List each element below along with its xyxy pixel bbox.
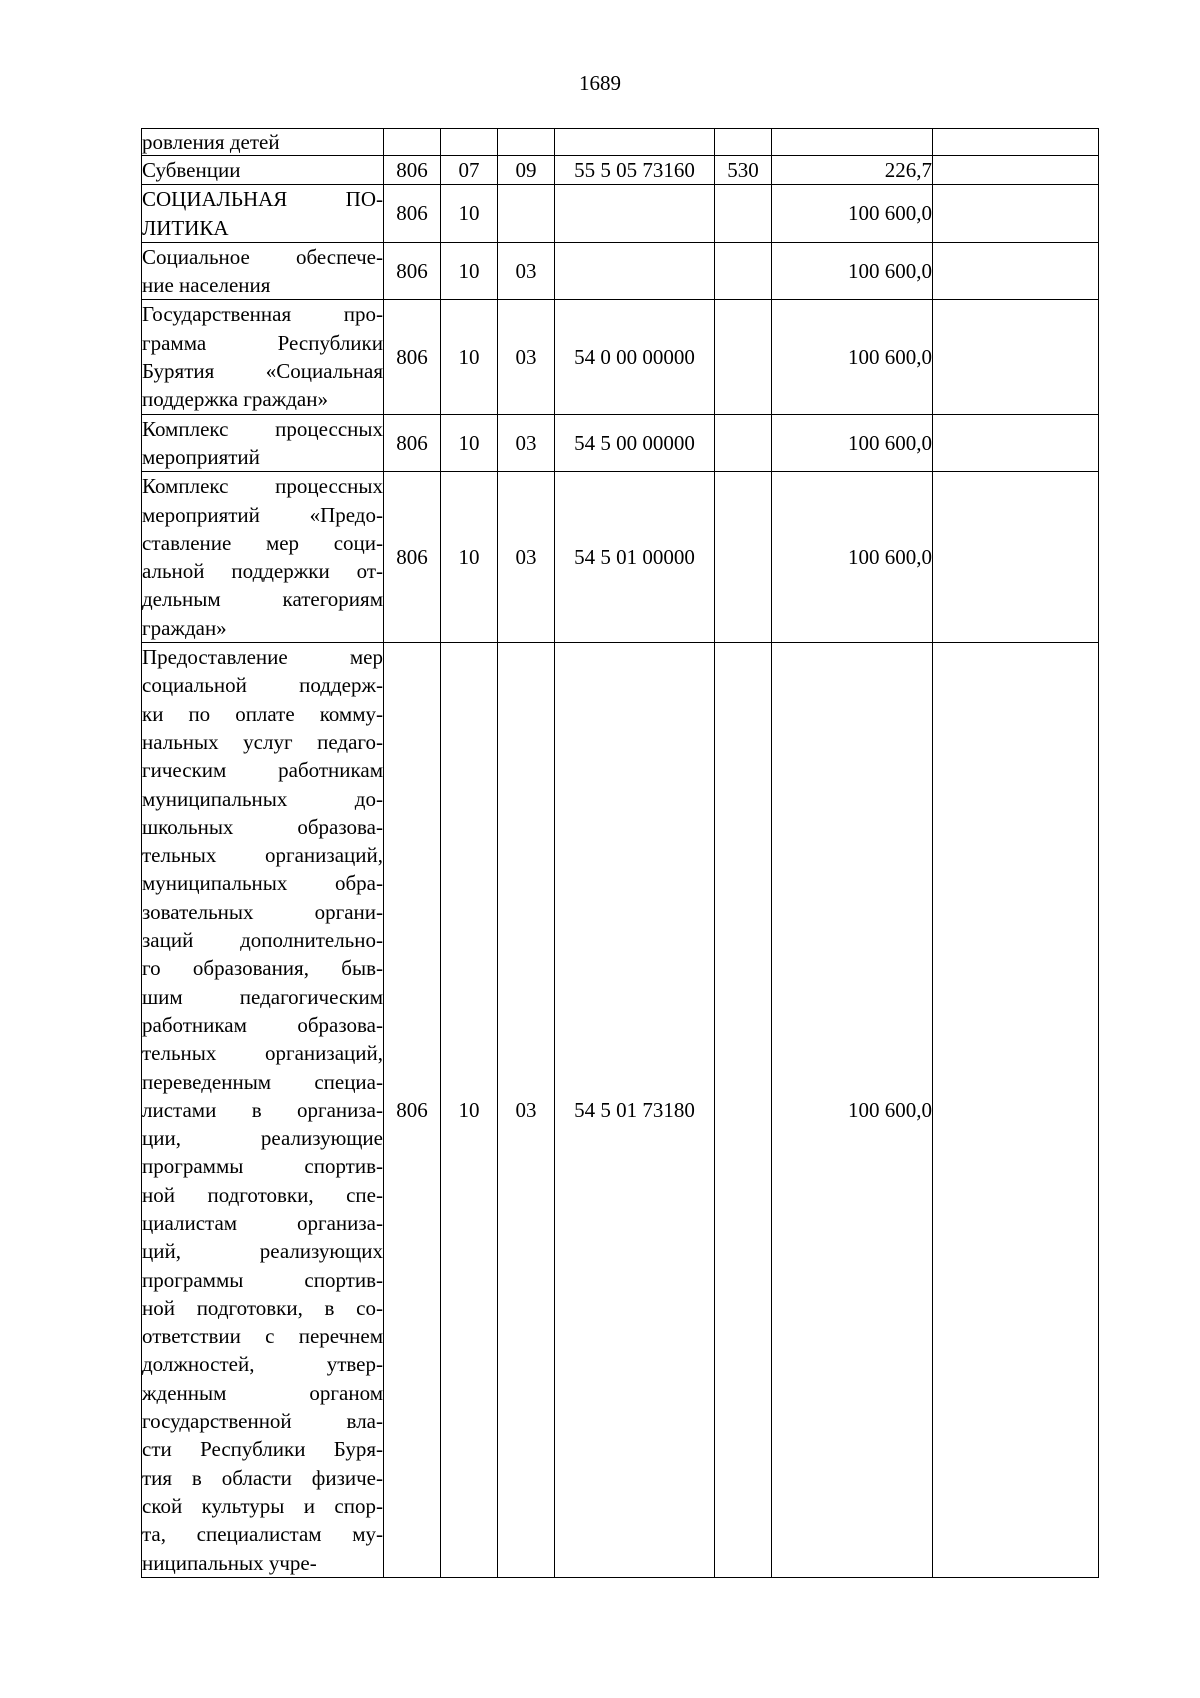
row-name-line: Государственная про- [142, 302, 383, 327]
row-name-line: грамма Республики [142, 330, 383, 355]
empty-cell [933, 129, 1099, 156]
row-name-line: социальной поддерж- [142, 673, 383, 698]
row-name-line: программы спортив- [142, 1267, 383, 1292]
ved-code-cell: 806 [384, 185, 441, 243]
expense-type-cell [715, 185, 772, 243]
target-article-cell: 54 5 00 00000 [555, 414, 715, 472]
row-name-line: программы спортив- [142, 1154, 383, 1179]
ved-code-cell: 806 [384, 414, 441, 472]
amount-cell: 100 600,0 [772, 472, 933, 643]
row-name-line: ниципальных учре- [142, 1550, 317, 1575]
expense-type-cell [715, 300, 772, 414]
expense-type-cell [715, 414, 772, 472]
row-name-line: переведенным специа- [142, 1069, 383, 1094]
ved-code-cell: 806 [384, 242, 441, 300]
subsection-code-cell [498, 129, 555, 156]
expense-type-cell [715, 643, 772, 1578]
amount-cell: 226,7 [772, 156, 933, 185]
row-name-line: ответствии с перечнем [142, 1324, 383, 1349]
target-article-cell: 54 5 01 73180 [555, 643, 715, 1578]
row-name-line: тия в области физиче- [142, 1465, 383, 1490]
subsection-code-cell: 03 [498, 643, 555, 1578]
subsection-code-cell: 03 [498, 242, 555, 300]
target-article-cell: 54 0 00 00000 [555, 300, 715, 414]
row-name-line: муниципальных обра- [142, 871, 383, 896]
empty-cell [933, 156, 1099, 185]
row-name-line: государственной вла- [142, 1409, 383, 1434]
row-name-line: заций дополнительно- [142, 928, 383, 953]
empty-cell [933, 472, 1099, 643]
row-name-cell [142, 643, 384, 1578]
row-name-line: Предоставление мер [142, 645, 383, 670]
expense-type-cell [715, 129, 772, 156]
target-article-cell [555, 242, 715, 300]
row-name-line: Бурятия «Социальная [142, 359, 383, 384]
page-number: 1689 [579, 71, 621, 95]
row-name-line: ние населения [142, 273, 271, 298]
row-name-line: жденным органом [142, 1380, 383, 1405]
empty-cell [933, 242, 1099, 300]
row-name-line: тельных организаций, [142, 843, 383, 868]
amount-cell: 100 600,0 [772, 185, 933, 243]
budget-table [141, 128, 1099, 1578]
row-name-line: листами в организа- [142, 1097, 383, 1122]
row-name-line: ки по оплате комму- [142, 701, 383, 726]
empty-cell [933, 414, 1099, 472]
row-name-line: должностей, утвер- [142, 1352, 383, 1377]
row-name-cell [142, 300, 384, 414]
row-name-line: мероприятий [142, 444, 260, 469]
row-name-cell [142, 414, 384, 472]
empty-cell [933, 185, 1099, 243]
section-code-cell: 10 [441, 414, 498, 472]
row-name-cell [142, 472, 384, 643]
amount-cell: 100 600,0 [772, 300, 933, 414]
row-name-line: альной поддержки от- [142, 559, 383, 584]
row-name-line: ровления детей [142, 130, 280, 154]
section-code-cell: 10 [441, 185, 498, 243]
target-article-cell: 55 5 05 73160 [555, 156, 715, 185]
ved-code-cell: 806 [384, 643, 441, 1578]
row-name-line: гическим работникам [142, 758, 383, 783]
amount-cell: 100 600,0 [772, 242, 933, 300]
row-name-line: граждан» [142, 615, 227, 640]
table-row [142, 300, 1099, 414]
ved-code-cell: 806 [384, 156, 441, 185]
row-name-line: Комплекс процессных [142, 416, 383, 441]
table-row [142, 185, 1099, 243]
row-name-line: Комплекс процессных [142, 474, 383, 499]
ved-code-cell: 806 [384, 472, 441, 643]
row-name-line: СОЦИАЛЬНАЯ ПО- [142, 187, 383, 212]
subsection-code-cell [498, 185, 555, 243]
section-code-cell: 07 [441, 156, 498, 185]
amount-cell [772, 129, 933, 156]
section-code-cell: 10 [441, 300, 498, 414]
row-name-line: сти Республики Буря- [142, 1437, 383, 1462]
expense-type-cell [715, 242, 772, 300]
row-name-line: ставление мер соци- [142, 530, 383, 555]
target-article-cell: 54 5 01 00000 [555, 472, 715, 643]
row-name-line: та, специалистам му- [142, 1522, 383, 1547]
empty-cell [933, 300, 1099, 414]
subsection-code-cell: 09 [498, 156, 555, 185]
table-row [142, 242, 1099, 300]
row-name-line: дельным категориям [142, 587, 383, 612]
amount-cell: 100 600,0 [772, 414, 933, 472]
row-name-cell [142, 185, 384, 243]
table-row [142, 472, 1099, 643]
row-name-line: Социальное обеспече- [142, 244, 383, 269]
expense-type-cell: 530 [715, 156, 772, 185]
row-name-cell [142, 129, 384, 156]
empty-cell [933, 643, 1099, 1578]
section-code-cell: 10 [441, 472, 498, 643]
row-name-line: шим педагогическим [142, 984, 383, 1009]
row-name-line: ной подготовки, спе- [142, 1182, 383, 1207]
amount-cell: 100 600,0 [772, 643, 933, 1578]
row-name-line: нальных услуг педаго- [142, 729, 383, 754]
row-name-line: школьных образова- [142, 814, 383, 839]
table-row [142, 414, 1099, 472]
ved-code-cell [384, 129, 441, 156]
row-name-cell [142, 242, 384, 300]
subsection-code-cell: 03 [498, 472, 555, 643]
section-code-cell [441, 129, 498, 156]
row-name-line: муниципальных до- [142, 786, 383, 811]
row-name-line: тельных организаций, [142, 1041, 383, 1066]
row-name-line: ции, реализующие [142, 1126, 383, 1151]
row-name-cell: Субвенции [142, 156, 384, 185]
ved-code-cell: 806 [384, 300, 441, 414]
subsection-code-cell: 03 [498, 414, 555, 472]
row-name-line: ЛИТИКА [142, 215, 229, 240]
table-row [142, 129, 1099, 156]
row-name-line: ной подготовки, в со- [142, 1295, 383, 1320]
table-row [142, 643, 1099, 1578]
target-article-cell [555, 129, 715, 156]
expense-type-cell [715, 472, 772, 643]
row-name-line: зовательных органи- [142, 899, 383, 924]
row-name-line: ской культуры и спор- [142, 1493, 383, 1518]
row-name-line: ций, реализующих [142, 1239, 383, 1264]
row-name-line: мероприятий «Предо- [142, 502, 383, 527]
subsection-code-cell: 03 [498, 300, 555, 414]
section-code-cell: 10 [441, 643, 498, 1578]
target-article-cell [555, 185, 715, 243]
row-name-line: работникам образова- [142, 1012, 383, 1037]
row-name-line: го образования, быв- [142, 956, 383, 981]
row-name-line: поддержка граждан» [142, 387, 328, 412]
row-name-line: циалистам организа- [142, 1210, 383, 1235]
section-code-cell: 10 [441, 242, 498, 300]
table-row [142, 156, 1099, 185]
